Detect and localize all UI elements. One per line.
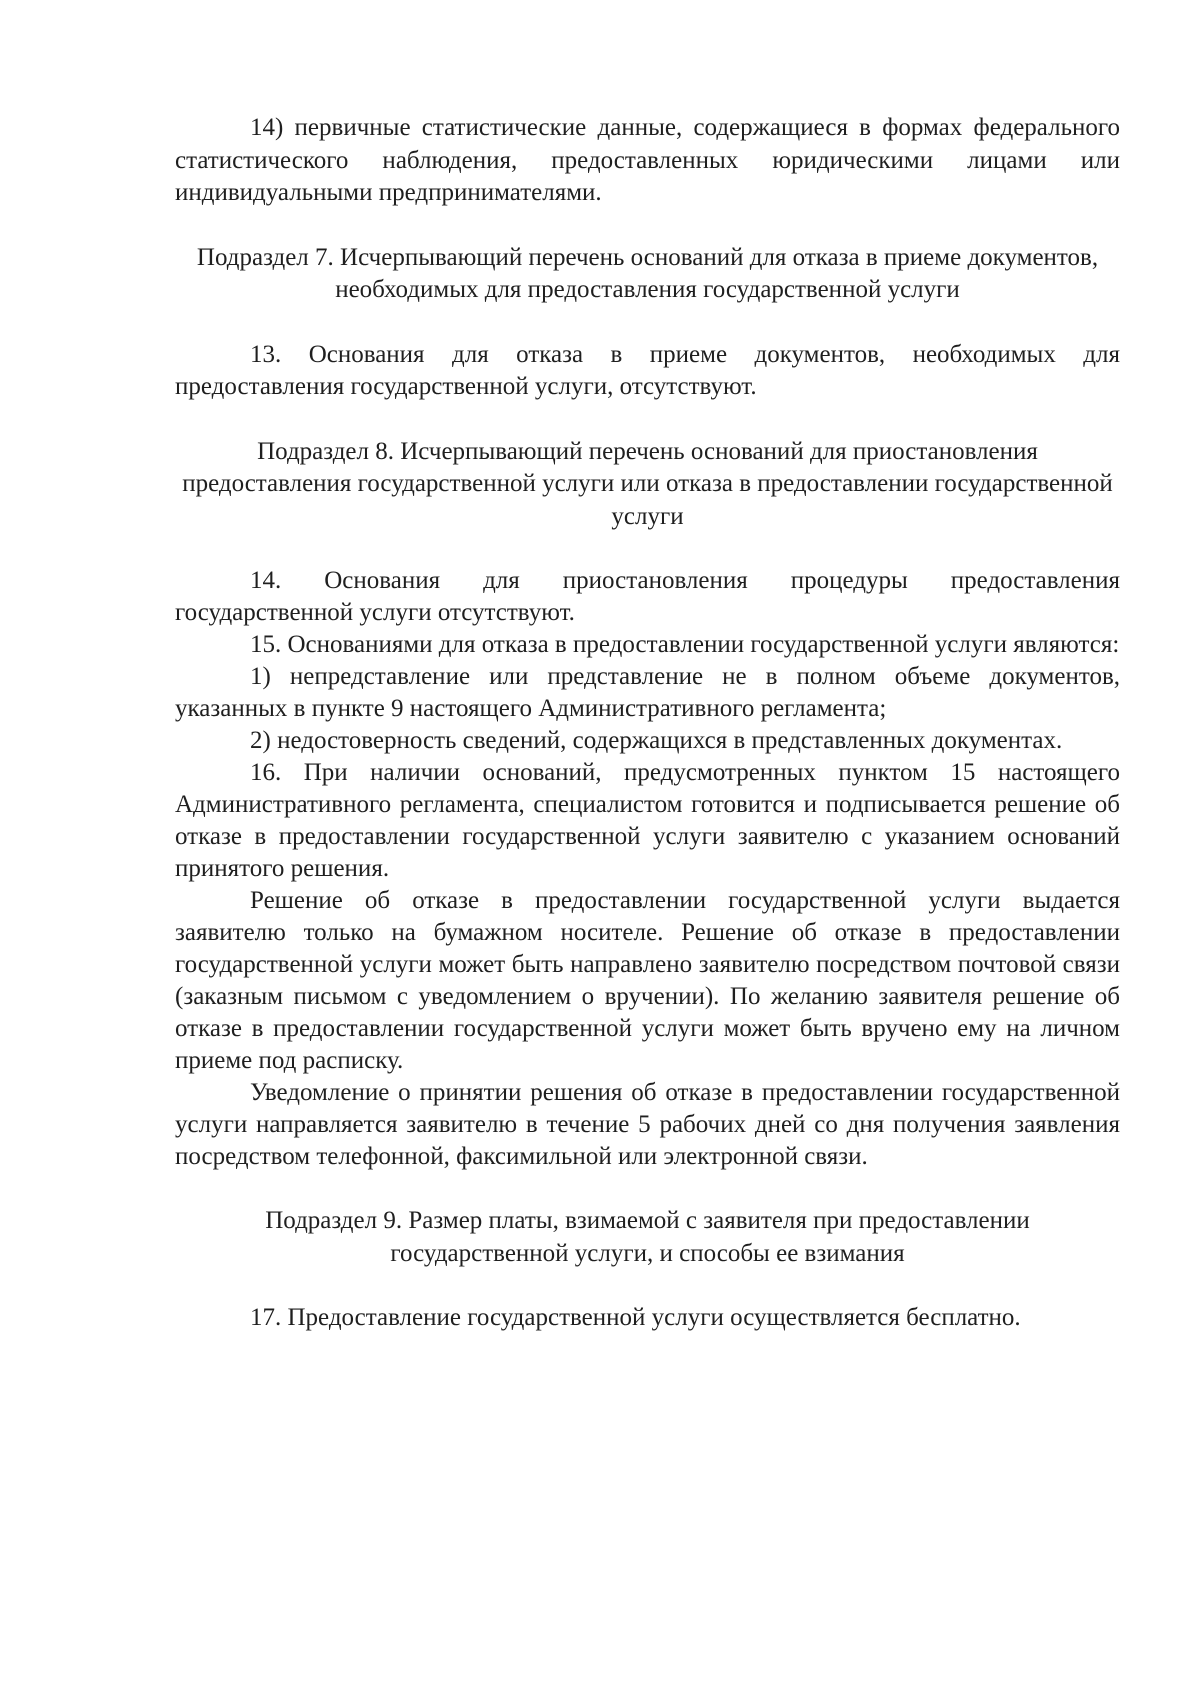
paragraph-decision-delivery: Решение об отказе в предоставлении государственной услуги выдается заявителю только на бумажном носителе. Решение об отказе в предоставлении государственной услуги может быть направлено заявителю посредством почтовой связи (заказным письмом с уведомлением о вручении). По желанию заявителя решение об отказе в предоставлении государственной услуги может быть вручено ему на личном приеме под расписку. [175,887,1120,1074]
document-page [175,112,1120,1335]
paragraph-17-free-of-charge: 17. Предоставление государственной услуги осуществляется бесплатно. [250,1304,1021,1331]
paragraph-15-refusal-grounds: 15. Основаниями для отказа в предоставлении государственной услуги являются: [250,631,1120,658]
paragraph-notification: Уведомление о принятии решения об отказе в предоставлении государственной услуги направляется заявителю в течение 5 рабочих дней со дня получения заявления посредством телефонной, факсимильной или электронной связи. [175,1079,1120,1170]
heading-subsection-9: Подраздел 9. Размер платы, взимаемой с заявителя при предоставлении государственной услуги, и способы ее взимания [265,1207,1030,1267]
paragraph-15-item-1: 1) непредставление или представление не в полном объеме документов, указанных в пункте 9 настоящего Административного регламента; [175,663,1120,722]
paragraph-16-decision: 16. При наличии оснований, предусмотренных пунктом 15 настоящего Административного регламента, специалистом готовится и подписывается решение об отказе в предоставлении государственной услуги заявителю с указанием оснований принятого решения. [175,759,1120,882]
heading-subsection-7: Подраздел 7. Исчерпывающий перечень оснований для отказа в приеме документов, необходимых для предоставления государственной услуги [196,243,1099,303]
paragraph-13-no-grounds: 13. Основания для отказа в приеме документов, необходимых для предоставления государственной услуги, отсутствуют. [175,340,1120,400]
heading-subsection-8: Подраздел 8. Исчерпывающий перечень оснований для приостановления предоставления государственной услуги или отказа в предоставлении государственной услуги [182,437,1113,530]
paragraph-item-14-primary-data: 14) первичные статистические данные, содержащиеся в формах федерального статистического наблюдения, предоставленных юридическими лицами или индивидуальными предпринимателями. [175,114,1120,206]
paragraph-14-no-suspension: 14. Основания для приостановления процедуры предоставления государственной услуги отсутствуют. [175,567,1120,626]
paragraph-15-item-2: 2) недостоверность сведений, содержащихся в представленных документах. [250,727,1063,754]
